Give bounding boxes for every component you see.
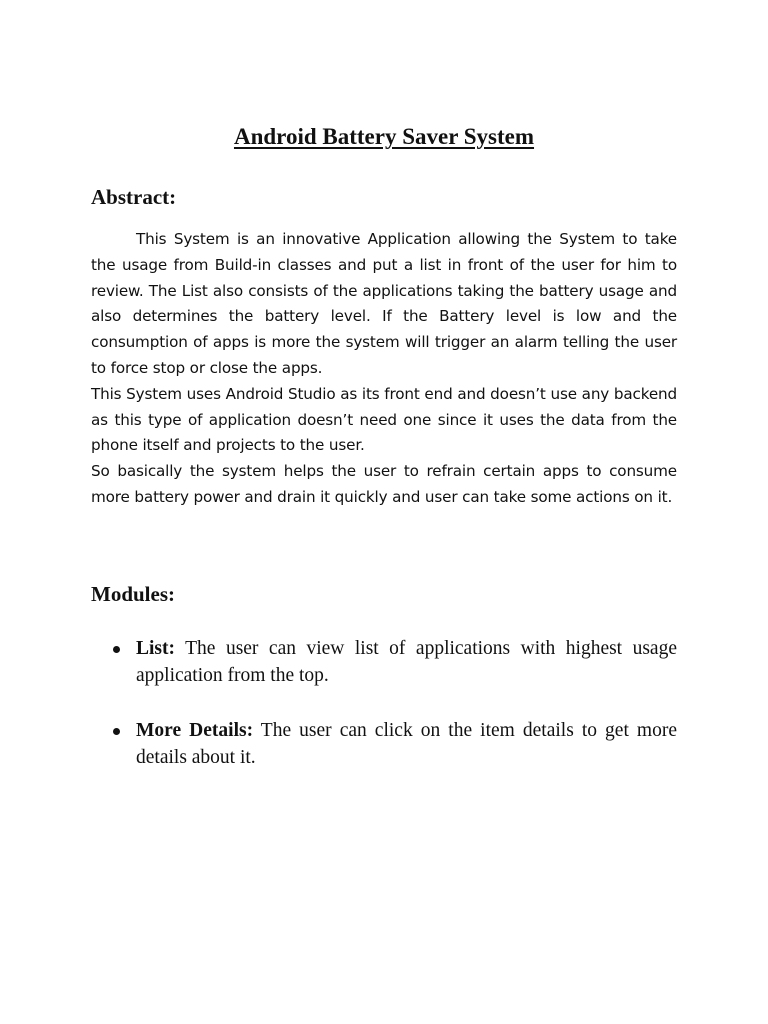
abstract-paragraph: This System is an innovative Application allowing the System to take the usage from Build-in classes and put a list in front of the user for him to review. The List also consists of the applications taking the battery usage and also determines the battery level. If the Battery level is low and the consumption of apps is more the system will trigger an alarm telling the user to force stop or close the apps.: [91, 230, 677, 377]
abstract-heading: Abstract:: [91, 185, 177, 209]
module-item: [91, 635, 677, 689]
bullet-icon: [113, 646, 120, 653]
bullet-icon: [113, 728, 120, 735]
abstract-body: [91, 227, 677, 511]
module-item: [91, 717, 677, 771]
document-title: Android Battery Saver System: [233, 124, 535, 149]
modules-heading-colon: :: [168, 582, 176, 606]
module-description: The user can view list of applications with highest usage application from the top.: [136, 638, 677, 686]
module-description: The user can click on the item details to get more details about it.: [136, 720, 678, 768]
modules-heading: [91, 582, 175, 607]
module-name: More Details:: [136, 720, 254, 741]
module-name: List:: [136, 638, 175, 659]
abstract-paragraph: This System uses Android Studio as its front end and doesn’t use any backend as this type of application doesn’t need one since it uses the data from the phone itself and projects to the user.: [91, 384, 677, 455]
modules-list: [91, 635, 677, 799]
modules-heading-text: Modules: [91, 582, 169, 606]
abstract-paragraph: So basically the system helps the user to refrain certain apps to consume more battery power and drain it quickly and user can take some actions on it.: [91, 462, 677, 506]
